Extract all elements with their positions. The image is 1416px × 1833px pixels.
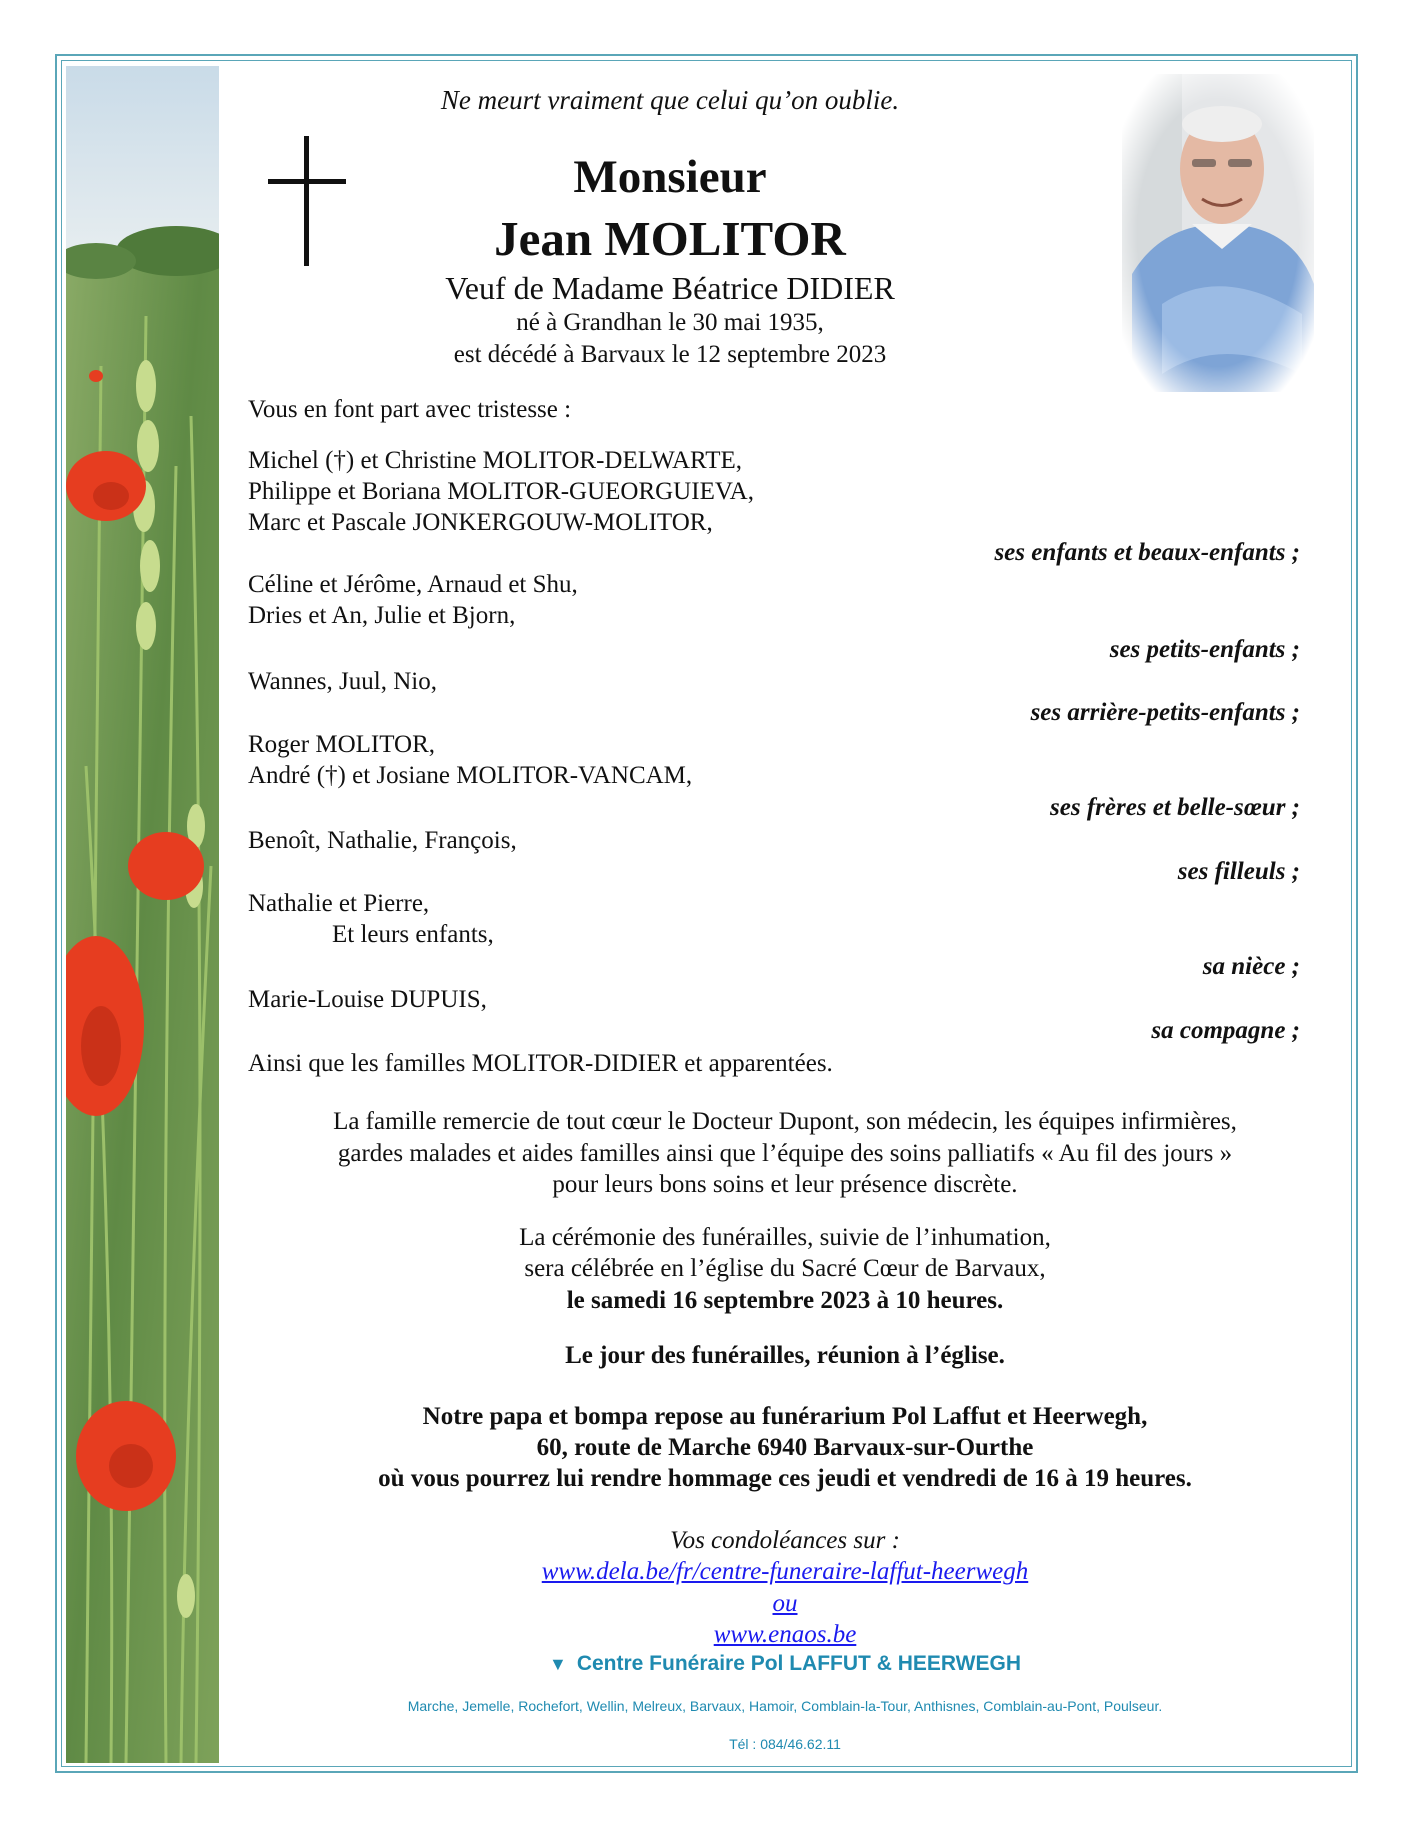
relation-label: sa nièce ; <box>1202 953 1300 980</box>
ceremony-line: sera célébrée en l’église du Sacré Cœur de Barvaux, <box>524 1255 1046 1282</box>
birth-line: né à Grandhan le 30 mai 1935, <box>516 309 824 336</box>
deceased-name: Jean MOLITOR <box>494 211 846 266</box>
or-link[interactable]: ou <box>772 1590 798 1617</box>
relation-label: sa compagne ; <box>1151 1017 1300 1044</box>
family-line: André (†) et Josiane MOLITOR-VANCAM, <box>248 762 693 789</box>
family-line: Philippe et Boriana MOLITOR-GUEORGUIEVA, <box>248 478 754 505</box>
death-line: est décédé à Barvaux le 12 septembre 2023 <box>453 341 887 368</box>
family-line: Et leurs enfants, <box>332 921 494 948</box>
honorific-title: Monsieur <box>573 151 767 203</box>
relation-label: ses arrière-petits-enfants ; <box>1030 699 1300 726</box>
enaos-link[interactable]: www.enaos.be <box>713 1621 857 1648</box>
portrait-photo <box>1122 74 1314 392</box>
company-name-text: Centre Funéraire Pol LAFFUT & HEERWEGH <box>576 1652 1021 1675</box>
phone-number: Tél : 084/46.62.11 <box>729 1736 841 1752</box>
ceremony-date: le samedi 16 septembre 2023 à 10 heures. <box>566 1287 1004 1314</box>
triangle-down-icon: ▼ <box>549 1654 567 1674</box>
widow-of: Veuf de Madame Béatrice DIDIER <box>445 270 895 306</box>
thanks-line: pour leurs bons soins et leur présence discrète. <box>552 1171 1018 1198</box>
ceremony-line: La cérémonie des funérailles, suivie de l’inhumation, <box>519 1224 1051 1251</box>
family-line: Dries et An, Julie et Bjorn, <box>248 602 516 629</box>
relation-label: ses filleuls ; <box>1177 858 1300 885</box>
family-line: Marc et Pascale JONKERGOUW-MOLITOR, <box>248 509 713 536</box>
rest-line: 60, route de Marche 6940 Barvaux-sur-Ourthe <box>536 1434 1034 1461</box>
announcement: Vous en font part avec tristesse : <box>248 396 572 423</box>
locations-list: Marche, Jemelle, Rochefort, Wellin, Melreux, Barvaux, Hamoir, Comblain-la-Tour, Anthisnes, Comblain-au-Pont, Poulseur. <box>407 1698 1163 1714</box>
poppy-field-image <box>66 66 219 1763</box>
rest-line: où vous pourrez lui rendre hommage ces jeudi et vendredi de 16 à 19 heures. <box>378 1465 1192 1492</box>
company-name <box>230 1651 1340 1677</box>
family-line: Marie-Louise DUPUIS, <box>248 986 487 1013</box>
condolences-label: Vos condoléances sur : <box>670 1527 900 1554</box>
family-line: Michel (†) et Christine MOLITOR-DELWARTE, <box>248 447 743 474</box>
relation-label: ses petits-enfants ; <box>1109 636 1300 663</box>
family-line: Wannes, Juul, Nio, <box>248 668 437 695</box>
family-line: Benoît, Nathalie, François, <box>248 827 517 854</box>
thanks-line: gardes malades et aides familles ainsi que l’équipe des soins palliatifs « Au fil des jours » <box>337 1140 1233 1167</box>
family-line: Nathalie et Pierre, <box>248 890 430 917</box>
relation-label: ses frères et belle-sœur ; <box>1050 794 1300 821</box>
family-line: Ainsi que les familles MOLITOR-DIDIER et apparentées. <box>248 1050 833 1077</box>
epigraph-quote: Ne meurt vraiment que celui qu’on oublie. <box>440 85 900 115</box>
thanks-line: La famille remercie de tout cœur le Docteur Dupont, son médecin, les équipes infirmières, <box>333 1108 1237 1135</box>
rest-line: Notre papa et bompa repose au funérarium Pol Laffut et Heerwegh, <box>422 1403 1148 1430</box>
meeting-note: Le jour des funérailles, réunion à l’église. <box>565 1342 1005 1369</box>
dela-link[interactable]: www.dela.be/fr/centre-funeraire-laffut-heerwegh <box>541 1558 1029 1585</box>
relation-label: ses enfants et beaux-enfants ; <box>994 539 1300 566</box>
family-line: Céline et Jérôme, Arnaud et Shu, <box>248 571 578 598</box>
family-line: Roger MOLITOR, <box>248 731 436 758</box>
